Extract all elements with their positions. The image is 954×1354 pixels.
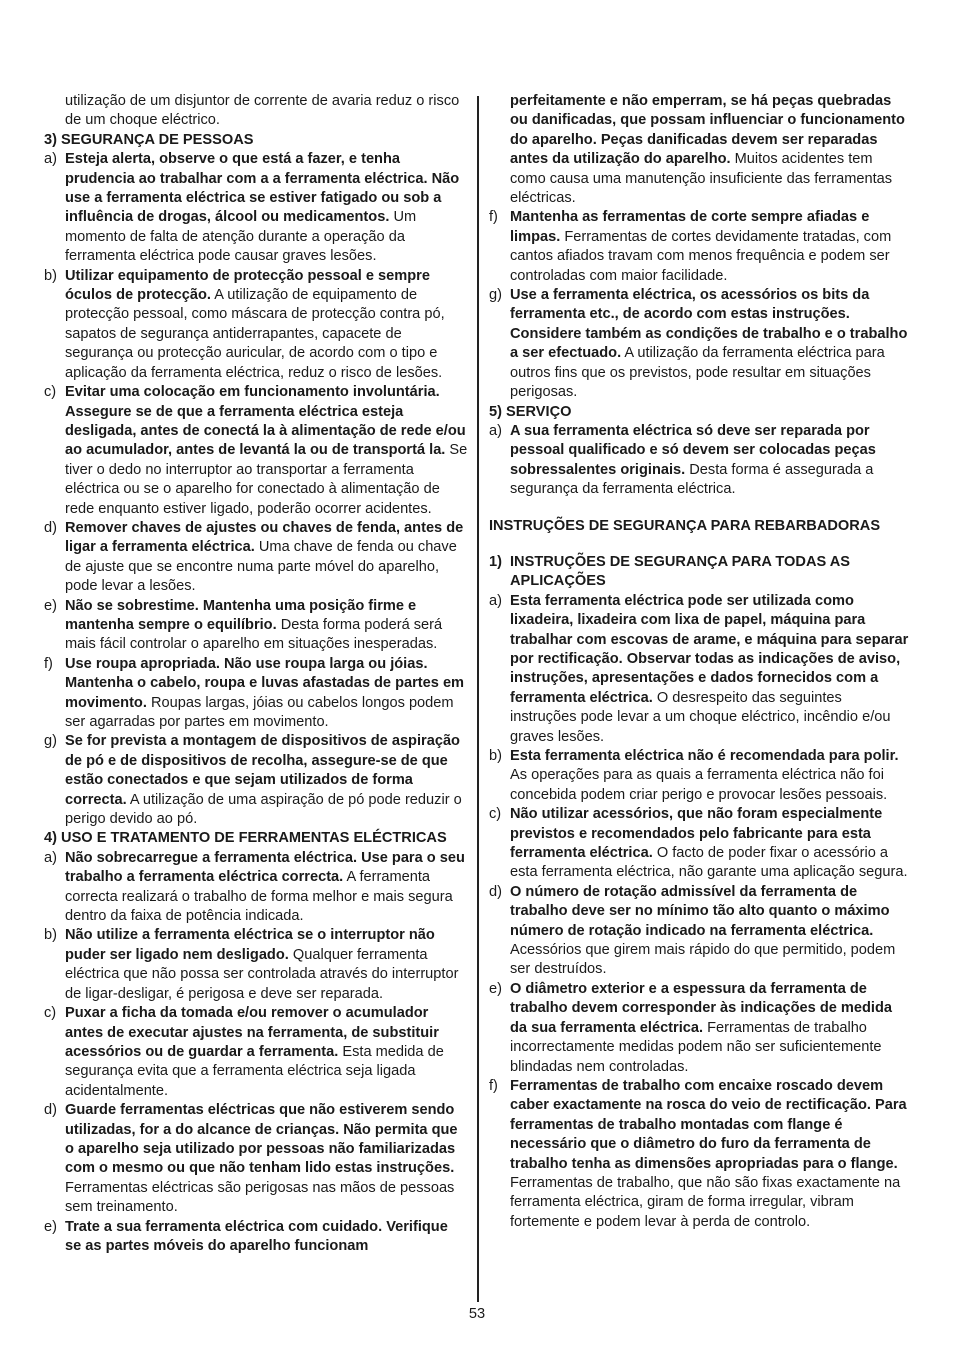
- item-label: b): [489, 748, 502, 764]
- item-text: Ferramentas de trabalho incorrectamente medidas podem não ser suficientemente blindadas nem controladas.: [510, 1019, 882, 1075]
- item-text: Roupas largas, jóias ou cabelos longos podem ser agarradas por partes em movimento.: [65, 694, 454, 730]
- list-item: [489, 805, 909, 883]
- item-label: a): [489, 422, 502, 439]
- section-4-list-continued: [489, 208, 909, 402]
- list-item: [44, 519, 468, 597]
- item-bold-text: Use a ferramenta eléctrica, os acessórios os bits da ferramenta etc., de acordo com estas instruções. Considere também as condições de trabalho e o trabalho a ser efectuado.: [510, 287, 908, 362]
- item-label: c): [44, 1005, 57, 1022]
- item-bold-text: Ferramentas de trabalho com encaixe roscado devem caber exactamente na rosca do veio de rectificação. Para ferramentas de trabalho montadas com flange é necessário que o diâmetro do furo da ferramenta de trabalho tenha as dimensões apropriadas para o flange.: [510, 1077, 907, 1172]
- item-text: O desrespeito das seguintes instruções pode levar a um choque eléctrico, incêndio e/ou graves lesões.: [510, 689, 891, 745]
- item-bold-text: Não utilizar acessórios, que não foram especialmente previstos e recomendados pelo fabricante para esta ferramenta eléctrica.: [510, 806, 883, 862]
- item-label: a): [44, 151, 57, 168]
- spacer: [489, 536, 909, 553]
- item-bold-text: A sua ferramenta eléctrica só deve ser reparada por pessoal qualificado e só devem ser colocadas peças sobressalentes originais.: [510, 422, 876, 478]
- item-bold-text: Mantenha as ferramentas de corte sempre afiadas e limpas.: [510, 209, 870, 245]
- item-bold-text: O número de rotação admissível da ferramenta de trabalho deve ser no mínimo tão alto quanto o máximo número de rotação indicado na ferramenta eléctrica.: [510, 883, 890, 939]
- section-title-text: INSTRUÇÕES DE SEGURANÇA PARA TODAS AS APLICAÇÕES: [510, 553, 851, 590]
- section-number: 1): [489, 553, 502, 570]
- item-label: a): [489, 592, 502, 609]
- item-text: O facto de poder fixar o acessório a esta ferramenta eléctrica, não garante uma aplicação segura.: [510, 845, 908, 881]
- list-item: [489, 1077, 909, 1232]
- section-3-title: 3) SEGURANÇA DE PESSOAS: [44, 131, 254, 148]
- item-text: Ferramentas de cortes devidamente tratadas, com cantos afiados travam com menos frequência e podem ser controladas com maior facilidade.: [510, 228, 892, 284]
- item-bold-text: Se for prevista a montagem de dispositivos de aspiração de pó e de dispositivos de recolha, assegure-se de que estão conectados e que sejam utilizados de forma correcta.: [65, 733, 460, 808]
- item-text: Qualquer ferramenta eléctrica que não possa ser controlada através do interruptor de ligar-desligar, é perigosa e deve ser reparada.: [65, 946, 459, 1002]
- item-bold-text: Puxar a ficha da tomada e/ou remover o acumulador antes de executar ajustes na ferramenta, de substituir acessórios ou de guardar a ferramenta.: [65, 1005, 439, 1060]
- section-4-list: [44, 849, 468, 1257]
- item-text: Ferramentas de trabalho, que não são fixas exactamente na ferramenta eléctrica, giram de forma irregular, vibram fortemente e podem levar à perda de controlo.: [510, 1174, 901, 1230]
- item-text: Desta forma é assegurada a segurança da ferramenta eléctrica.: [510, 461, 874, 498]
- continuation-text: Muitos acidentes tem como causa uma manutenção insuficiente das ferramentas eléctricas.: [510, 151, 893, 207]
- item-bold-text: Use roupa apropriada. Não use roupa larga ou jóias. Mantenha o cabelo, roupa e luvas afastadas de partes em movimento.: [65, 655, 465, 711]
- item-text: Desta forma poderá será mais fácil controlar o aparelho em situações inesperadas.: [65, 616, 443, 653]
- item-label: b): [44, 927, 57, 944]
- item-bold-text: O diâmetro exterior e a espessura da ferramenta de trabalho devem corresponder às indicações de medida da sua ferramenta eléctrica.: [510, 980, 893, 1036]
- list-item: [489, 980, 909, 1077]
- item-text: A utilização da ferramenta eléctrica para outros fins que os previstos, pode resultar em situações perigosas.: [510, 345, 885, 401]
- item-text: Esta medida de segurança evita que a ferramenta eléctrica seja ligada acidentalmente.: [65, 1043, 444, 1099]
- item-text: Se tiver o dedo no interruptor ao transportar a ferramenta eléctrica ou se o aparelho for conectado à alimentação de rede enquanto estiver ligado, poderão ocorrer acidentes.: [65, 442, 468, 517]
- section-1-list: [489, 592, 909, 1232]
- item-bold-text: Remover chaves de ajustes ou chaves de fenda, antes de ligar a ferramenta eléctrica.: [65, 519, 464, 556]
- list-item: [44, 383, 468, 519]
- list-item: [489, 747, 909, 805]
- spacer: [489, 500, 909, 517]
- list-item: [44, 849, 468, 927]
- list-item: [44, 655, 468, 733]
- left-column: [44, 92, 468, 1256]
- item-bold-text: Esta ferramenta eléctrica não é recomendada para polir.: [510, 748, 899, 764]
- list-item: [489, 422, 909, 500]
- column-divider: [477, 96, 479, 1302]
- item-label: d): [44, 1102, 57, 1119]
- item-label: f): [489, 1077, 498, 1094]
- list-item: [489, 592, 909, 747]
- list-item: [44, 1101, 468, 1217]
- item-text: A utilização de uma aspiração de pó pode reduzir o perigo devido ao pó.: [65, 791, 462, 828]
- list-item: [489, 883, 909, 980]
- item-label: c): [489, 806, 502, 823]
- item-label: c): [44, 384, 57, 401]
- item-continuation: [489, 92, 909, 208]
- page-number: 53: [468, 1306, 486, 1322]
- item-label: e): [44, 1218, 57, 1235]
- item-label: g): [44, 733, 57, 750]
- item-bold-text: Utilizar equipamento de protecção pessoal e sempre óculos de protecção.: [65, 267, 430, 304]
- intro-continuation: utilização de um disjuntor de corrente de avaria reduz o risco de um choque eléctrico.: [65, 93, 460, 129]
- list-item: [44, 150, 468, 266]
- section-4-title: 4) USO E TRATAMENTO DE FERRAMENTAS ELÉCTRICAS: [44, 830, 447, 847]
- item-label: e): [489, 980, 502, 997]
- item-text: Ferramentas eléctricas são perigosas nas mãos de pessoas sem treinamento.: [65, 1179, 455, 1216]
- item-label: d): [489, 883, 502, 900]
- item-label: g): [489, 287, 502, 304]
- continuation-bold-text: perfeitamente e não emperram, se há peças quebradas ou danificadas, que possam influenciar o funcionamento do aparelho. Peças danificadas devem ser reparadas antes da utilização do aparelho.: [510, 93, 905, 168]
- section-5-title: 5) SERVIÇO: [489, 403, 572, 420]
- item-bold-text: Não utilize a ferramenta eléctrica se o interruptor não puder ser ligado nem desligado.: [65, 927, 435, 963]
- section-1-title: [489, 553, 909, 592]
- item-text: A ferramenta correcta realizará o trabalho de forma melhor e mais segura dentro da faixa de potência indicada.: [65, 869, 453, 925]
- item-label: f): [489, 209, 498, 226]
- item-bold-text: Esteja alerta, observe o que está a fazer, e tenha prudencia ao trabalhar com a a ferramenta eléctrica. Não use a ferramenta eléctrica se estiver fatigado ou sob a influência de drogas, álcool ou medicamentos.: [65, 151, 460, 226]
- item-bold-text: Trate a sua ferramenta eléctrica com cuidado. Verifique se as partes móveis do aparelho funcionam: [65, 1218, 448, 1254]
- item-bold-text: Não sobrecarregue a ferramenta eléctrica. Use para o seu trabalho a ferramenta eléctrica correcta.: [65, 849, 465, 886]
- list-item: [44, 732, 468, 829]
- list-item: [44, 597, 468, 655]
- item-label: f): [44, 655, 53, 672]
- item-label: b): [44, 267, 57, 284]
- item-text: As operações para as quais a ferramenta eléctrica não foi concebida podem criar perigo e provocar lesões pessoais.: [510, 767, 888, 803]
- section-3-list: [44, 150, 468, 829]
- item-text: Uma chave de fenda ou chave de ajuste que se encontre numa parte móvel do aparelho, pode levar a lesões.: [65, 539, 457, 595]
- item-text: Um momento de falta de atenção durante a operação da ferramenta eléctrica pode causar graves lesões.: [65, 209, 417, 265]
- item-bold-text: Guarde ferramentas eléctricas que não estiverem sendo utilizadas, for a do alcance de crianças. Não permita que o aparelho seja utilizado por pessoas não familiarizadas com o mesmo ou que não tenham lido estas instruções.: [65, 1102, 458, 1177]
- list-item: [489, 208, 909, 286]
- item-text: A utilização de equipamento de protecção pessoal, como máscara de protecção contra pó, sapatos de segurança antiderrapantes, capacete de segurança ou protecção auricular, de acordo com o tipo e aplicação da ferramenta eléctrica, reduz o risco de lesões.: [65, 287, 445, 381]
- list-item: [44, 1218, 468, 1257]
- list-item: [489, 286, 909, 402]
- item-bold-text: Esta ferramenta eléctrica pode ser utilizada como lixadeira, lixadeira com lixa de papel, máquina para trabalhar com escovas de arame, e máquina para separar por rectificação. Observar todas as indicações de aviso, instruções, apresentações e dados fornecidos com a ferramenta eléctrica.: [510, 592, 909, 706]
- list-item: [44, 1004, 468, 1101]
- item-bold-text: Evitar uma colocação em funcionamento involuntária. Assegure se de que a ferramenta eléctrica esteja desligada, antes de conectá la à alimentação de rede e/ou ao acumulador, antes de levantá la ou de transportá la.: [65, 384, 466, 459]
- list-item: [44, 926, 468, 1004]
- item-text: Acessórios que girem mais rápido do que permitido, podem ser destruídos.: [510, 942, 896, 978]
- grinder-safety-heading: INSTRUÇÕES DE SEGURANÇA PARA REBARBADORAS: [489, 517, 881, 534]
- item-bold-text: Não se sobrestime. Mantenha uma posição firme e mantenha sempre o equilíbrio.: [65, 597, 417, 633]
- list-item: [44, 267, 468, 383]
- right-column: [489, 92, 909, 1232]
- item-label: e): [44, 597, 57, 614]
- item-label: a): [44, 849, 57, 866]
- section-5-list: [489, 422, 909, 500]
- item-label: d): [44, 519, 57, 536]
